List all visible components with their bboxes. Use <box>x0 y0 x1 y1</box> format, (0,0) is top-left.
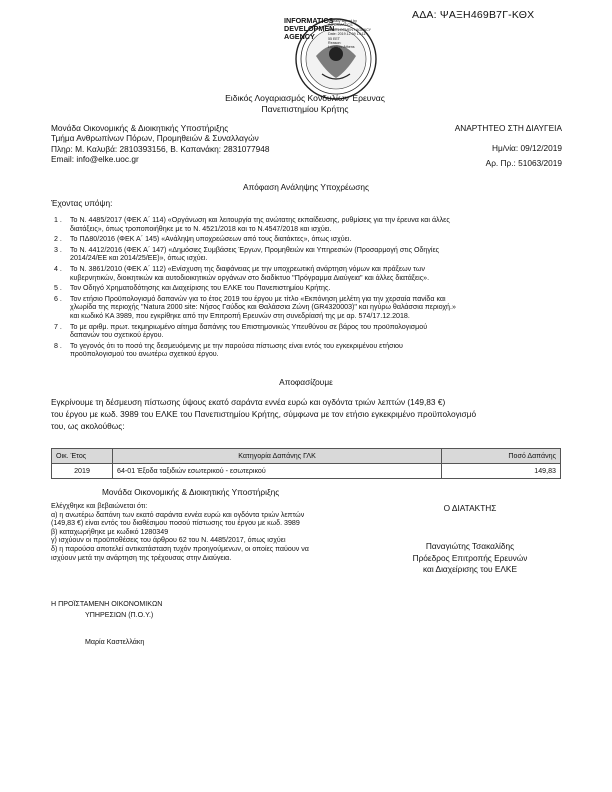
decision-line: του, ως ακολούθως: <box>51 421 125 431</box>
item-line: Τον ετήσιο Προϋπολογισμό δαπανών για το έτος 2019 του έργου με τίτλο «Εκπόνηση μελέτη για την χερσαία πανίδα και <box>70 294 446 303</box>
item-line: Το με αριθμ. πρωτ. τεκμηριωμένο αίτημα δαπάνης του Επιστημονικώς Υπευθύνου σε βάρος του προϋπολογισμού <box>70 322 428 331</box>
header-amount: Ποσό Δαπάνης <box>442 449 561 464</box>
item-line: Τον Οδηγό Χρηματοδότησης και Διαχείρισης του ΕΛΚΕ του Πανεπιστημίου Κρήτης. <box>70 284 331 293</box>
signatory-title: και Διαχείρισης του ΕΛΚΕ <box>423 564 517 574</box>
item-number: 8 . <box>54 341 62 350</box>
signature-line: Digitally signed by <box>328 19 357 23</box>
sender-contact: Πληρ: Μ. Καλυβά: 2810393156, Β. Καπανάκη: 2831077948 <box>51 143 270 154</box>
finance-head-block <box>51 599 231 620</box>
considering-label: Έχοντας υπόψη: <box>51 198 113 208</box>
verification-line: β) καταχωρήθηκε με κωδικό 1280349 <box>51 527 169 536</box>
table-row <box>52 464 561 479</box>
signature-line: Reason: <box>328 41 342 46</box>
consideration-item <box>54 323 564 340</box>
verification-line: α) η ανωτέρω δαπάνη των εκατό σαράντα εννέα ευρώ και ογδόντα τριών λεπτών <box>51 510 305 519</box>
verification-block <box>51 502 396 562</box>
decision-line: Εγκρίνουμε τη δέσμευση πίστωσης ύψους εκατό σαράντα εννέα ευρώ και ογδόντα τριών λεπτών (149,83 €) <box>51 397 446 407</box>
signatory-name: Παναγιώτης Τσακαλίδης <box>425 541 515 551</box>
signatory-role: Ο ΔΙΑΤΑΚΤΗΣ <box>443 503 497 513</box>
item-line: χλωρίδα της περιοχής "Natura 2000 site: Νήσος Γαύδος και Θαλάσσια Ζώνη (GR4320003)" και ηγύρω θαλάσσια περιοχή.» <box>70 303 456 312</box>
consideration-item <box>54 342 564 359</box>
finance-head-line: Η ΠΡΟΪΣΤΑΜΕΝΗ ΟΙΚΟΝΟΜΙΚΩΝ <box>51 600 163 608</box>
table-header-row <box>52 449 561 464</box>
verification-line: ισχύουν μετά την ανάρτηση της τρέχουσας στην Διαύγεια. <box>51 553 232 562</box>
considerations-list <box>54 216 564 359</box>
cell-amount: 149,83 <box>442 464 561 479</box>
signature-line: DEVELOPMENT AGENCY <box>328 27 372 32</box>
logo-text-line: INFORMATICS <box>284 16 334 25</box>
signature-line: Date: 2019.12.09 13:11: <box>328 32 367 37</box>
posting-block <box>402 123 562 168</box>
consideration-item <box>54 295 564 321</box>
item-number: 4 . <box>54 264 62 273</box>
item-line: Το Ν. 3861/2010 (ΦΕΚ Α΄ 112) «Ενίσχυση της διαφάνειας με την υποχρεωτική ανάρτηση νόμων και πράξεων των <box>70 264 425 273</box>
logo-text-line: DEVELOPMEN <box>284 24 335 33</box>
cell-category: 64-01 Έξοδα ταξιδιών εσωτερικού - εσωτερικού <box>113 464 442 479</box>
decision-line: του έργου με κωδ. 3989 του ΕΛΚΕ του Πανεπιστημίου Κρήτης, σύμφωνα με τον ετήσιο εγκεκριμένο προϋπολογισμό <box>51 409 477 419</box>
item-line: 2014/24/ΕΕ και 2014/25/ΕΕ)», όπως ισχύει. <box>70 254 208 263</box>
item-line: και κωδικό ΚΑ 3989, που εγκρίθηκε από την Επιτροπή Ερευνών στη συνεδρίασή της με αρ. 574/17.12.2018. <box>70 311 410 320</box>
signature-line: Location: Athens <box>328 45 355 50</box>
cell-year: 2019 <box>52 464 113 479</box>
verification-line: δ) η παρούσα αποτελεί αντικατάσταση τυχόν προηγούμενων, οι οποίες παύουν να <box>51 544 309 553</box>
item-line: δαπανών του σχετικού έργου. <box>70 331 164 340</box>
finance-head-line: ΥΠΗΡΕΣΙΩΝ (Π.Ο.Υ.) <box>85 610 154 619</box>
logo-text-line: AGENCY <box>284 32 315 41</box>
consideration-item <box>54 246 564 263</box>
document-title: Απόφαση Ανάληψης Υποχρέωσης <box>243 182 369 192</box>
item-number: 5 . <box>54 284 62 293</box>
consideration-item <box>54 284 564 293</box>
posting-protocol: Αρ. Πρ.: 51063/2019 <box>485 157 562 168</box>
verification-line: (149,83 €) είναι εντός του διαθέσιμου ποσού πίστωσης του έργου με κωδ. 3989 <box>51 519 300 528</box>
expense-table <box>51 448 561 479</box>
verification-unit: Μονάδα Οικονομικής & Διοικητικής Υποστήριξης <box>102 487 280 497</box>
item-line: διατάξεις», όπως τροποποιήθηκε με το Ν. 4521/2018 και το Ν.4547/2018 και ισχύει. <box>70 224 332 233</box>
consideration-item <box>54 265 564 282</box>
decision-text <box>51 396 571 432</box>
verification-line: γ) ισχύουν οι προϋποθέσεις του άρθρου 62 του Ν. 4485/2017, όπως ισχύει <box>51 536 286 545</box>
header-category: Κατηγορία Δαπάνης ΓΛΚ <box>113 449 442 464</box>
digital-signature-text <box>328 19 371 50</box>
item-line: κυβερνητικών, διοικητικών και αυτοδιοικητικών οργάνων στο διαδίκτυο "Πρόγραμμα Διαύγεια" και άλλες διατάξεις». <box>70 273 430 282</box>
logo-text-informatics <box>284 17 334 41</box>
item-number: 3 . <box>54 245 62 254</box>
verification-line: Ελέγχθηκε και βεβαιώνεται ότι: <box>51 502 148 510</box>
decision-label: Αποφασίζουμε <box>279 377 333 387</box>
signatory-title: Πρόεδρος Επιτροπής Ερευνών <box>412 552 528 563</box>
account-name: Ειδικός Λογαριασμός Κονδυλίων Έρευνας <box>225 93 385 103</box>
header-year: Οικ. Έτος <box>52 449 113 464</box>
item-line: Το Ν. 4412/2016 (ΦΕΚ Α΄ 147) «Δημόσιες Συμβάσεις Έργων, Προμηθειών και Υπηρεσιών (Προσαρμογή στις Οδηγίες <box>70 245 440 254</box>
item-number: 7 . <box>54 322 62 331</box>
sender-block <box>51 123 381 165</box>
ada-code: ΑΔΑ: ΨΑΞΗ469Β7Γ-ΚΘΧ <box>412 9 535 21</box>
finance-head-name: Μαρία Καστελλάκη <box>85 638 145 646</box>
item-line: Το γεγονός ότι το ποσό της δεσμευόμενης με την παρούσα πίστωσης είναι εντός του εγκεκριμένου ετήσιου <box>70 341 403 350</box>
consideration-item <box>54 235 564 244</box>
posting-date: Ημ/νία: 09/12/2019 <box>491 143 562 154</box>
item-line: Το Ν. 4485/2017 (ΦΕΚ Α΄ 114) «Οργάνωση και λειτουργία της ανώτατης εκπαίδευσης, ρυθμίσεις για την έρευνα και άλλες <box>70 216 450 224</box>
sender-email: Email: info@elke.uoc.gr <box>51 154 139 165</box>
item-line: προϋπολογισμού του ανωτέρω σχετικού έργου. <box>70 350 219 359</box>
signatory-block <box>380 541 560 576</box>
posting-label: ΑΝΑΡΤΗΤΕΟ ΣΤΗ ΔΙΑΥΓΕΙΑ <box>454 123 562 133</box>
item-number: 1 . <box>54 216 62 224</box>
item-number: 6 . <box>54 294 62 303</box>
university-name: Πανεπιστημίου Κρήτης <box>261 104 349 114</box>
item-number: 2 . <box>54 235 62 244</box>
consideration-item <box>54 216 564 233</box>
item-line: Το ΠΔ80/2016 (ΦΕΚ Α΄ 145) «Ανάληψη υποχρεώσεων από τους διατάκτες», όπως ισχύει. <box>70 235 352 244</box>
signature-line: INFORMATICS <box>328 23 353 28</box>
sender-unit: Μονάδα Οικονομικής & Διοικητικής Υποστήριξης <box>51 123 229 133</box>
signature-line: 55 EET <box>328 36 340 41</box>
sender-dept: Τμήμα Ανθρωπίνων Πόρων, Προμηθειών & Συναλλαγών <box>51 133 259 144</box>
